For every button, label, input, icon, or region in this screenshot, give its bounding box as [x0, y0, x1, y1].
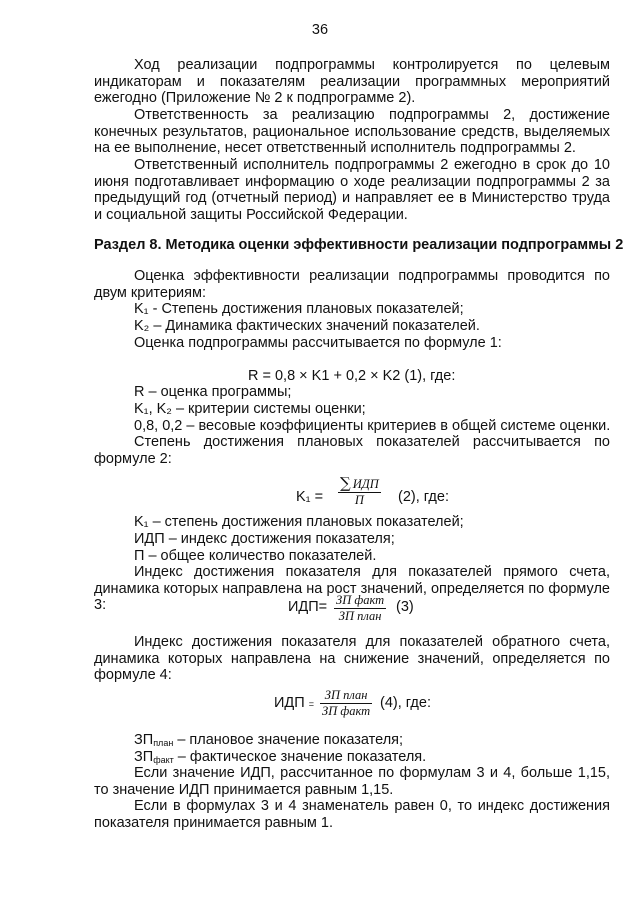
section-heading: Раздел 8. Методика оценки эффективности реализации подпрограммы 2: [94, 237, 624, 253]
definition-k: K₁, K₂ – критерии системы оценки;: [134, 401, 366, 417]
definition-k1: K₁ – степень достижения плановых показателей;: [134, 514, 464, 530]
definition-idp: ИДП – индекс достижения показателя;: [134, 531, 395, 547]
formula3-suffix: (3): [396, 599, 414, 615]
formula2-numerator: [338, 476, 381, 492]
formula2-numerator-text: ИДП: [352, 477, 379, 491]
page-number: 36: [311, 22, 329, 38]
paragraph-monitoring: Ход реализации подпрограммы контролируется по целевым индикаторам и показателям реализации программных мероприятий ежегодно (Приложение № 2 к подпрограмме 2).: [94, 57, 610, 107]
zp-plan-sub: план: [153, 738, 174, 748]
definition-p: П – общее количество показателей.: [134, 548, 377, 564]
definition-weights: 0,8, 0,2 – весовые коэффициенты критериев в общей системе оценки.: [134, 418, 611, 434]
formula3-fraction: [334, 593, 386, 624]
paragraph-formula2-intro: Степень достижения плановых показателей рассчитывается по формуле 2:: [94, 434, 610, 467]
paragraph-criteria: Оценка эффективности реализации подпрограммы проводится по двум критериям:: [94, 268, 610, 301]
formula3-lhs: ИДП=: [288, 599, 328, 615]
zp-fact-base: ЗП: [134, 749, 154, 765]
paragraph-reporting: Ответственный исполнитель подпрограммы 2 ежегодно в срок до 10 июня подготавливает информацию о ходе реализации подпрограммы 2 за предыдущий год (отчетный период) и направляет ее в Министерство труда и социальной защиты Российской Федерации.: [94, 157, 610, 223]
formula1-intro: Оценка подпрограммы рассчитывается по формуле 1:: [134, 335, 502, 351]
formula4-equals: =: [308, 699, 314, 709]
definition-zp-fact: [134, 749, 426, 766]
formula4-numerator: ЗП план: [324, 688, 368, 702]
formula4-lhs-text: ИДП: [274, 695, 305, 711]
formula4-suffix: (4), где:: [380, 695, 431, 711]
formula2-suffix: (2), где:: [398, 489, 449, 505]
criterion-k2: K₂ – Динамика фактических значений показателей.: [134, 318, 480, 334]
paragraph-reverse-count: Индекс достижения показателя для показателей обратного счета, динамика которых направлена на снижение значений, определяется по формуле 4:: [94, 634, 610, 684]
formula3-numerator: ЗП факт: [336, 593, 385, 607]
zp-plan-base: ЗП: [134, 732, 154, 748]
sigma-symbol: ∑: [340, 474, 351, 492]
zp-plan-text: – плановое значение показателя;: [173, 732, 404, 748]
formula4-denominator: ЗП факт: [322, 704, 371, 718]
paragraph-idp-cap: Если значение ИДП, рассчитанное по формулам 3 и 4, больше 1,15, то значение ИДП принимается равным 1,15.: [94, 765, 610, 798]
zp-fact-text: – фактическое значение показателя.: [173, 749, 427, 765]
formula-1: R = 0,8 × K1 + 0,2 × K2 (1), где:: [248, 368, 456, 384]
formula2-denominator: П: [354, 493, 364, 507]
formula2-fraction: [338, 476, 381, 508]
definition-r: R – оценка программы;: [134, 384, 292, 400]
paragraph-zero-denominator: Если в формулах 3 и 4 знаменатель равен 0, то индекс достижения показателя принимается равным 1.: [94, 798, 610, 831]
definition-zp-plan: [134, 732, 403, 749]
paragraph-direct-count: Индекс достижения показателя для показателей прямого счета, динамика которых направлена на рост значений, определяется по формуле 3:: [94, 564, 610, 614]
formula3-denominator: ЗП план: [338, 609, 382, 623]
formula2-lhs: K₁ =: [296, 489, 324, 505]
criterion-k1: K₁ - Степень достижения плановых показателей;: [134, 301, 464, 317]
zp-fact-sub: факт: [153, 755, 174, 765]
formula4-fraction: [320, 688, 372, 719]
paragraph-responsibility: Ответственность за реализацию подпрограммы 2, достижение конечных результатов, рациональное использование средств, выделяемых на ее выполнение, несет ответственный исполнитель подпрограммы 2.: [94, 107, 610, 157]
formula4-lhs: [274, 695, 314, 713]
